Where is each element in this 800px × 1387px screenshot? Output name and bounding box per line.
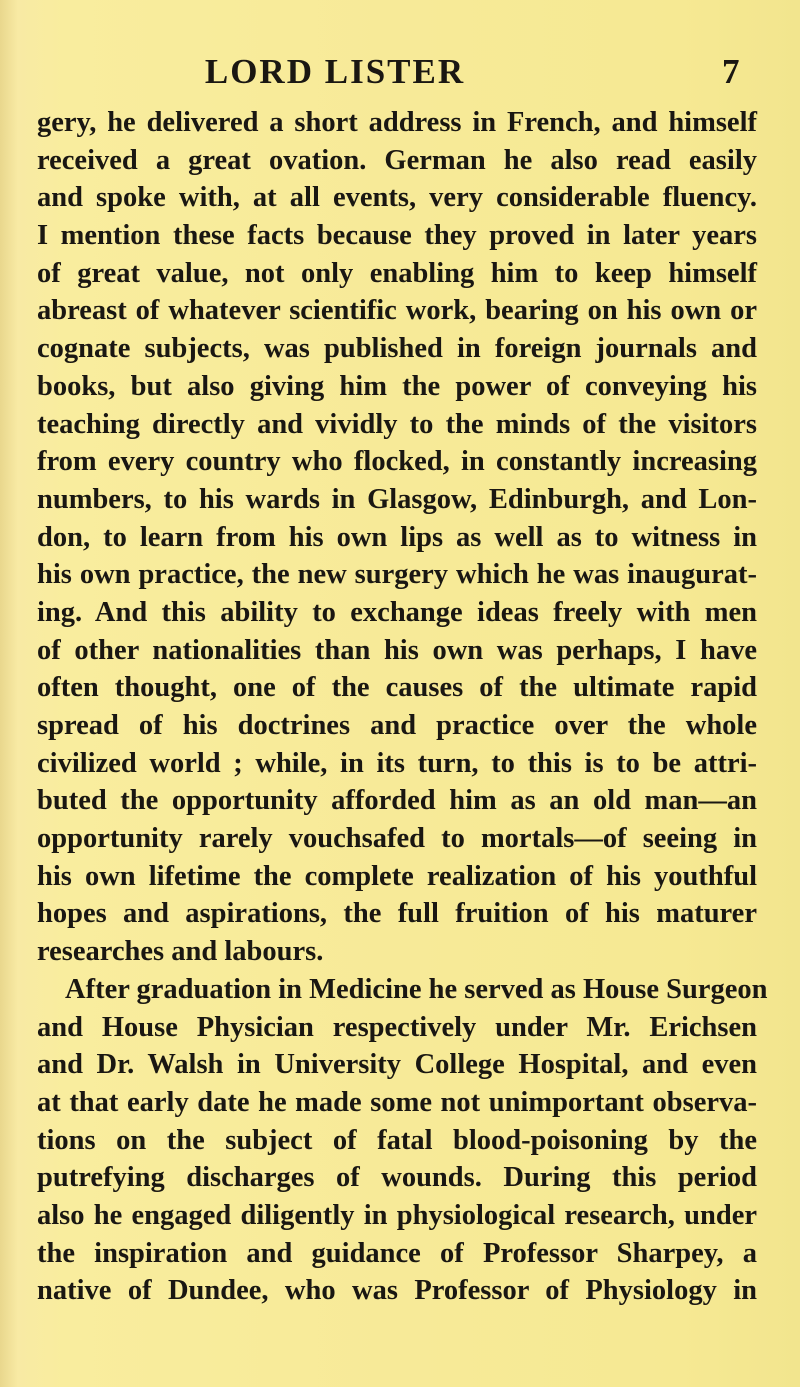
body-text <box>37 104 768 1310</box>
text-line: opportunity rarely vouchsafed to mortals—of seeing in <box>37 823 757 855</box>
text-line: at that early date he made some not unimportant observa- <box>37 1086 757 1118</box>
text-line: putrefying discharges of wounds. During this period <box>37 1162 757 1194</box>
text-line: received a great ovation. German he also read easily <box>37 144 757 176</box>
text-line: the inspiration and guidance of Professor Sharpey, a <box>37 1237 757 1269</box>
text-line: I mention these facts because they proved in later years <box>37 220 757 252</box>
text-line: buted the opportunity afforded him as an old man—an <box>37 785 757 817</box>
text-line: hopes and aspirations, the full fruition of his maturer <box>37 898 757 930</box>
paragraph-end-line: researches and labours. <box>37 936 324 968</box>
running-head <box>0 52 800 96</box>
text-line: don, to learn from his own lips as well as to witness in <box>37 521 757 553</box>
page-number: 7 <box>722 52 740 91</box>
text-line: of other nationalities than his own was perhaps, I have <box>37 634 757 666</box>
text-line: numbers, to his wards in Glasgow, Edinburgh, and Lon- <box>37 483 757 515</box>
text-line: often thought, one of the causes of the ultimate rapid <box>37 672 757 704</box>
text-line: his own practice, the new surgery which he was inaugurat- <box>37 559 757 591</box>
running-head-title: LORD LISTER <box>204 52 466 91</box>
text-line: spread of his doctrines and practice over the whole <box>37 710 757 741</box>
text-line: civilized world ; while, in its turn, to this is to be attri- <box>37 747 757 779</box>
text-line: and Dr. Walsh in University College Hospital, and even <box>37 1049 757 1081</box>
text-line: teaching directly and vividly to the minds of the visitors <box>37 408 757 440</box>
text-line: also he engaged diligently in physiological research, under <box>37 1199 757 1231</box>
text-line: and spoke with, at all events, very considerable fluency. <box>37 182 757 214</box>
text-line: tions on the subject of fatal blood-poisoning by the <box>37 1124 757 1156</box>
text-line: from every country who flocked, in constantly increasing <box>37 446 757 478</box>
text-line: of great value, not only enabling him to keep himself <box>37 257 757 289</box>
text-line: ing. And this ability to exchange ideas freely with men <box>37 596 757 628</box>
text-line: cognate subjects, was published in foreign journals and <box>37 333 757 365</box>
text-line: books, but also giving him the power of conveying his <box>37 370 757 402</box>
text-line: gery, he delivered a short address in French, and himself <box>37 107 757 138</box>
paragraph-start-line: After graduation in Medicine he served as House Surgeon <box>65 973 768 1005</box>
text-line: and House Physician respectively under Mr. Erichsen <box>37 1011 757 1043</box>
text-line: his own lifetime the complete realization of his youthful <box>37 860 757 892</box>
text-line: abreast of whatever scientific work, bearing on his own or <box>37 295 757 327</box>
text-line: native of Dundee, who was Professor of Physiology in <box>37 1275 757 1307</box>
